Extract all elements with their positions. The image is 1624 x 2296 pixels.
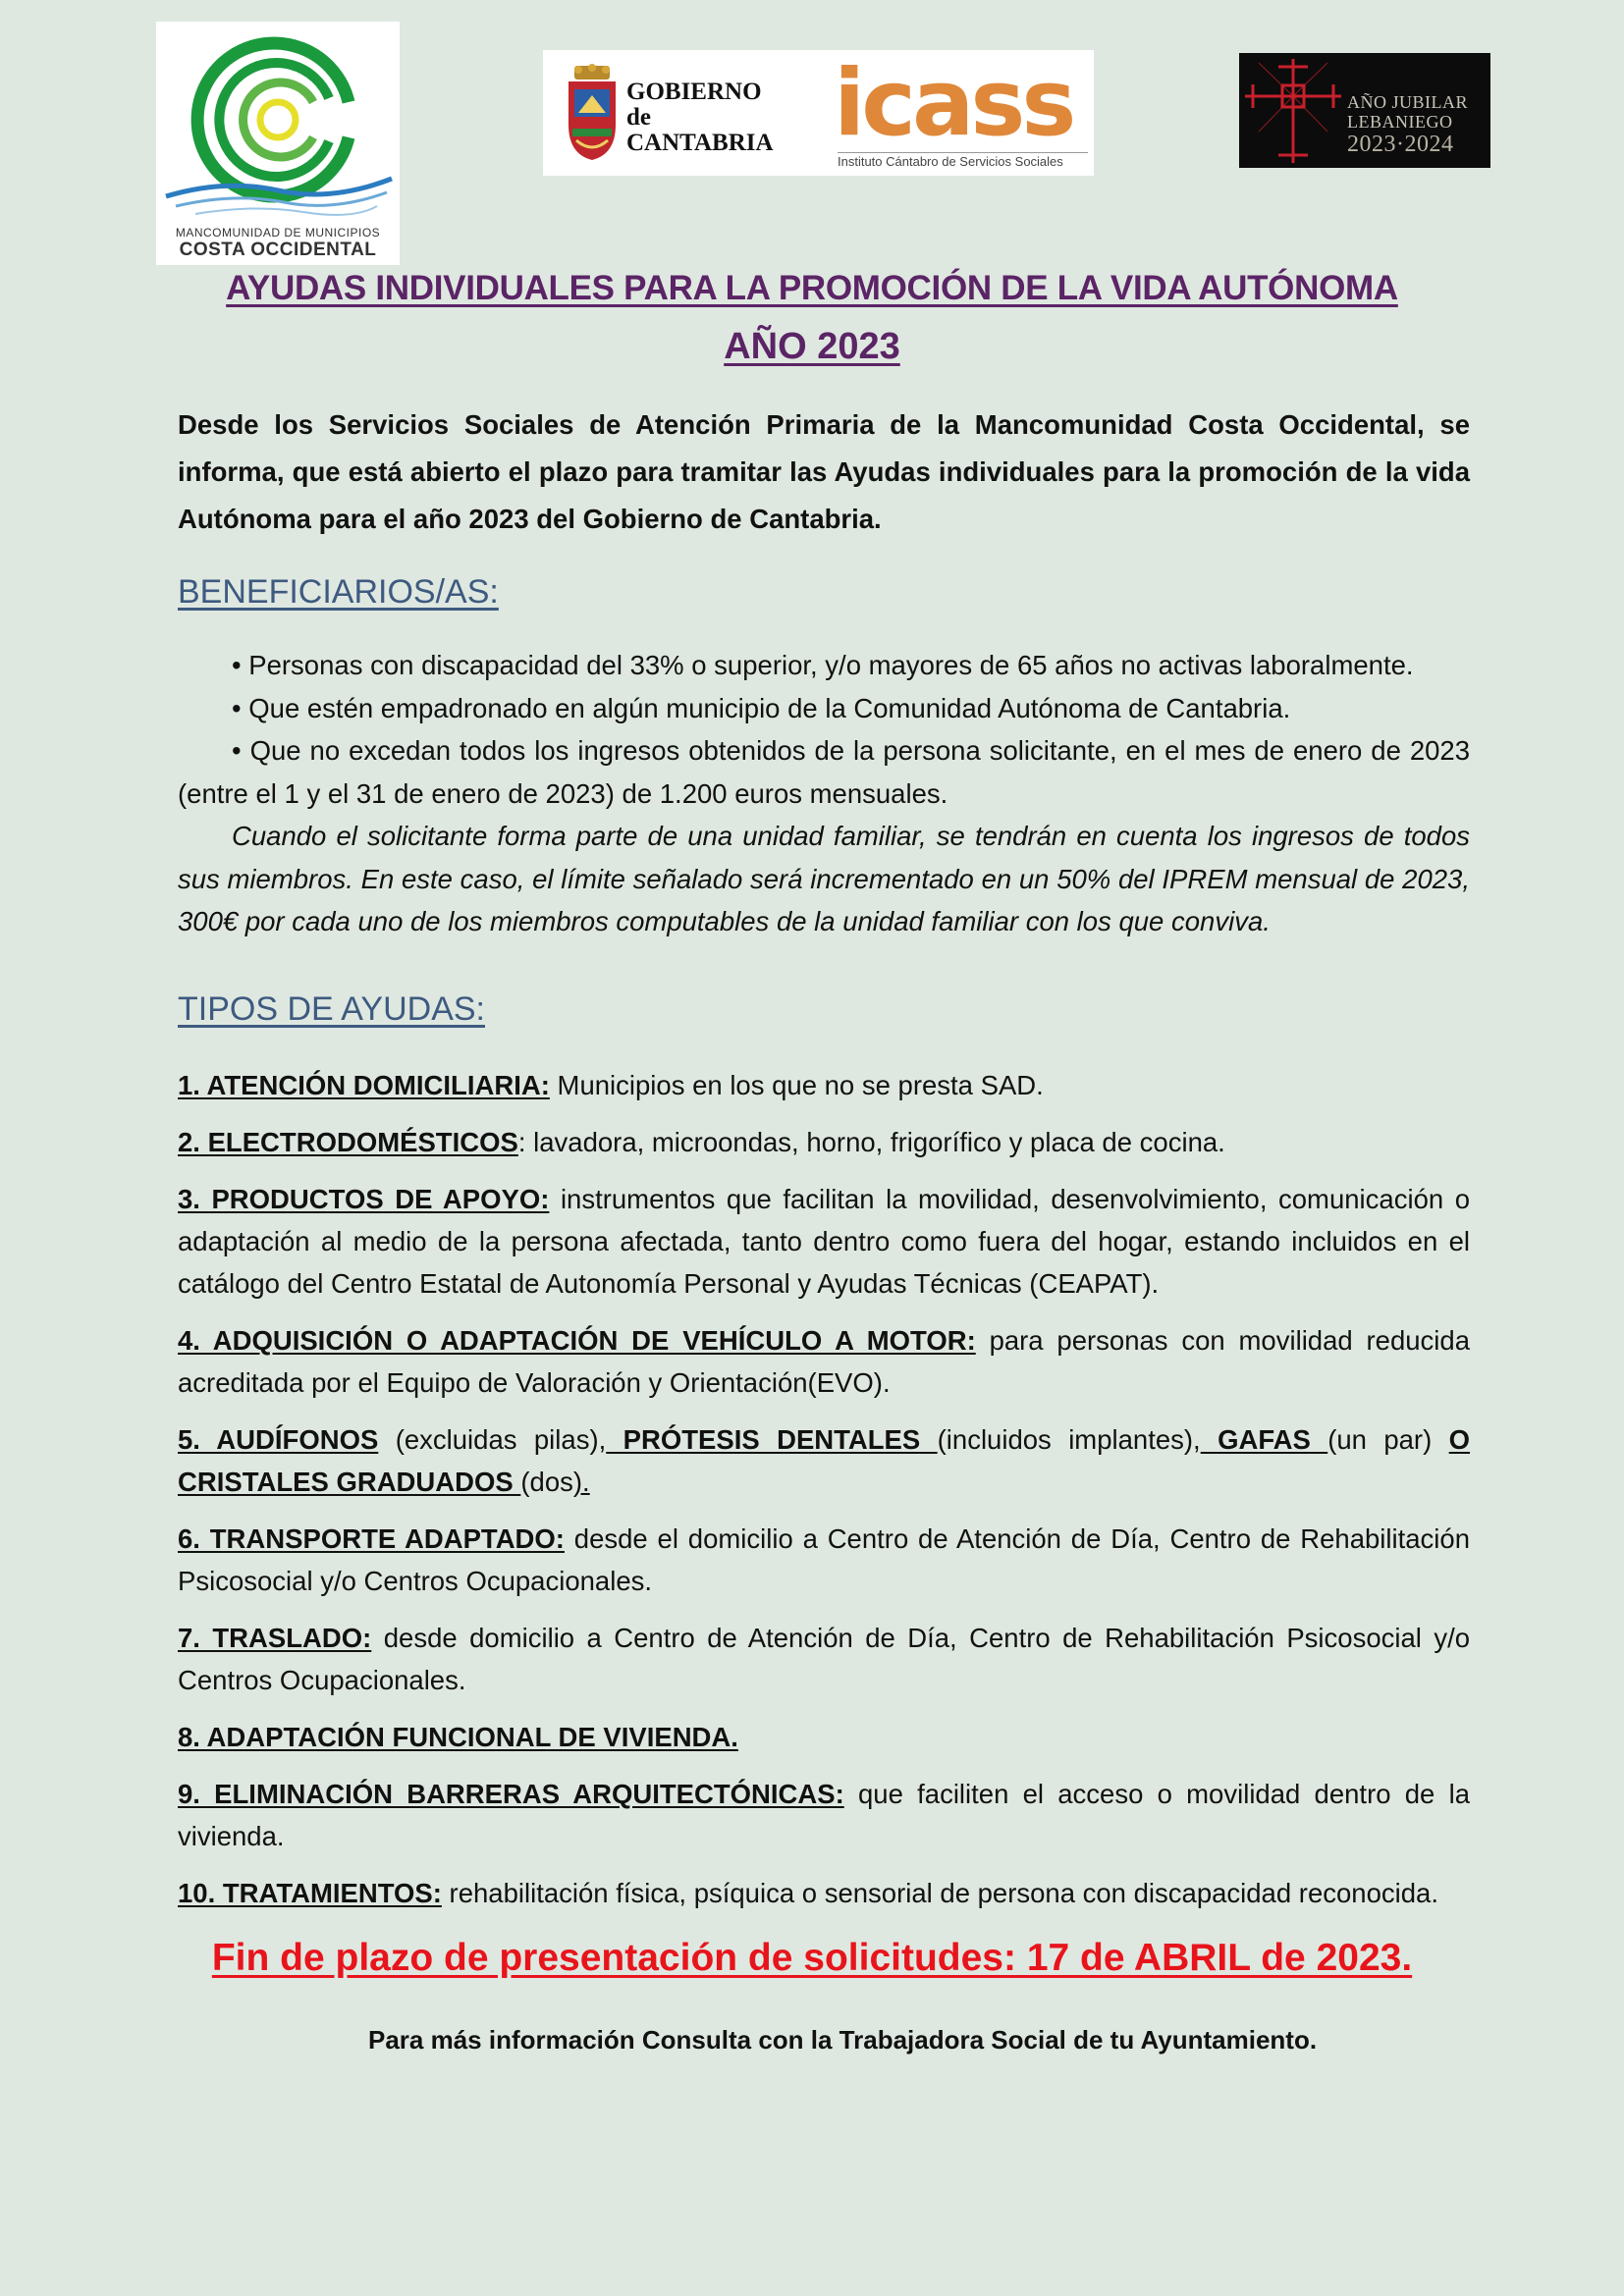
jubilar-line2: LEBANIEGO: [1347, 112, 1453, 132]
tipos-heading: TIPOS DE AYUDAS:: [178, 990, 486, 1028]
mancomunidad-emblem-icon: [156, 22, 400, 228]
tipo-label: 8. ADAPTACIÓN FUNCIONAL DE VIVIENDA.: [178, 1722, 738, 1752]
tipo-label: 1. ATENCIÓN DOMICILIARIA:: [178, 1070, 550, 1100]
beneficiarios-note: Cuando el solicitante forma parte de una unidad familiar, se tendrán en cuenta los ingresos de todos sus miembros. En este caso, el límite señalado será incrementado en un 50% del IPREM mensual de 2023, 300€ por cada uno de los miembros computables de la unidad familiar con los que conviva.: [178, 821, 1470, 936]
tipo-text: instrumentos que facilitan la movilidad, desenvolvimiento, comunicación o adaptación al medio de la persona afectada, tanto dentro como fuera del hogar, estando incluidos en el catálogo del Centro Estatal de Autonomía Personal y Ayudas Técnicas (CEAPAT).: [178, 1184, 1470, 1299]
cantabria-shield-icon: [565, 64, 620, 162]
tipo-item: [178, 1319, 1470, 1404]
tipo-item: [178, 1121, 1470, 1163]
tipo-label: GAFAS: [1200, 1424, 1328, 1455]
tipo-text: (excluidas pilas),: [378, 1424, 607, 1455]
tipo-item: [178, 1518, 1470, 1602]
beneficiario-bullet: • Que no excedan todos los ingresos obtenidos de la persona solicitante, en el mes de enero de 2023 (entre el 1 y el 31 de enero de 2023) de 1.200 euros mensuales.: [178, 735, 1470, 809]
ano-jubilar-logo: [1239, 53, 1490, 168]
tipo-item: [178, 1617, 1470, 1701]
tipo-label: O CRISTALES GRADUADOS: [178, 1424, 1471, 1497]
tipo-label: 7. TRASLADO:: [178, 1623, 372, 1653]
tipo-item: [178, 1773, 1470, 1857]
tipo-label: 10. TRATAMIENTOS:: [178, 1878, 442, 1908]
more-info-text: Para más información Consulta con la Trabajadora Social de tu Ayuntamiento.: [368, 2025, 1318, 2055]
tipo-item: [178, 1064, 1470, 1106]
deadline-notice: Fin de plazo de presentación de solicitudes: 17 de ABRIL de 2023.: [211, 1937, 1413, 1979]
document-title: AYUDAS INDIVIDUALES PARA LA PROMOCIÓN DE LA VIDA AUTÓNOMA: [226, 269, 1398, 307]
document-year: AÑO 2023: [724, 326, 900, 367]
icass-wordmark: icass: [834, 50, 1073, 157]
de-line: de: [626, 104, 651, 131]
tipo-text: desde domicilio a Centro de Atención de Día, Centro de Rehabilitación Psicosocial y/o Centros Ocupacionales.: [178, 1623, 1471, 1695]
tipo-label: 4. ADQUISICIÓN O ADAPTACIÓN DE VEHÍCULO A MOTOR:: [178, 1325, 976, 1356]
tipo-text: para personas con movilidad reducida acreditada por el Equipo de Valoración y Orientación(EVO).: [178, 1325, 1470, 1398]
tipo-text: ).: [572, 1467, 590, 1497]
tipo-label: PRÓTESIS DENTALES: [606, 1424, 938, 1455]
tipo-label: 5. AUDÍFONOS: [178, 1424, 379, 1455]
gobierno-icass-logo: [543, 50, 1094, 176]
mancomunidad-name: COSTA OCCIDENTAL: [179, 240, 377, 260]
tipo-text: (dos: [520, 1467, 573, 1497]
tipo-label: 2. ELECTRODOMÉSTICOS: [178, 1127, 518, 1157]
mancomunidad-caption: MANCOMUNIDAD DE MUNICIPIOS: [175, 226, 381, 240]
tipo-text: que faciliten el acceso o movilidad dentro de la vivienda.: [178, 1779, 1470, 1851]
tipo-item: [178, 1178, 1470, 1305]
tipo-text: (incluidos implantes),: [937, 1424, 1201, 1455]
gobierno-line: GOBIERNO: [626, 79, 762, 105]
beneficiario-bullet: • Personas con discapacidad del 33% o superior, y/o mayores de 65 años no activas laboralmente.: [232, 650, 1414, 680]
beneficiarios-list: [178, 644, 1470, 943]
tipo-label: 9. ELIMINACIÓN BARRERAS ARQUITECTÓNICAS:: [178, 1779, 844, 1809]
icass-subtitle: Instituto Cántabro de Servicios Sociales: [838, 152, 1088, 169]
jubilar-line1: AÑO JUBILAR: [1347, 92, 1469, 112]
gobierno-cantabria-text: [626, 79, 774, 156]
tipo-label: 3. PRODUCTOS DE APOYO:: [178, 1184, 550, 1214]
beneficiarios-heading: BENEFICIARIOS/AS:: [178, 573, 499, 611]
intro-paragraph: Desde los Servicios Sociales de Atención Primaria de la Mancomunidad Costa Occidental, se informa, que está abierto el plazo para tramitar las Ayudas individuales para la promoción de la vida Autónoma para el año 2023 del Gobierno de Cantabria.: [178, 409, 1470, 534]
tipo-text: (un par): [1327, 1424, 1449, 1455]
jubilar-years: 2023·2024: [1347, 132, 1454, 157]
tipo-label: 6. TRANSPORTE ADAPTADO:: [178, 1523, 565, 1554]
tipo-item: [178, 1716, 1470, 1758]
tipo-text: : lavadora, microondas, horno, frigorífico y placa de cocina.: [517, 1127, 1225, 1157]
tipo-item-5: [178, 1418, 1470, 1503]
beneficiario-bullet: • Que estén empadronado en algún municipio de la Comunidad Autónoma de Cantabria.: [232, 692, 1291, 723]
tipo-item: [178, 1872, 1470, 1914]
jubilar-text: [1347, 92, 1490, 157]
cantabria-line: CANTABRIA: [626, 130, 774, 156]
lebaniego-cross-icon: [1239, 53, 1347, 168]
tipo-text: desde el domicilio a Centro de Atención de Día, Centro de Rehabilitación Psicosocial y/o Centros Ocupacionales.: [178, 1523, 1470, 1596]
tipo-text: rehabilitación física, psíquica o sensorial de persona con discapacidad reconocida.: [441, 1878, 1438, 1908]
tipos-list: [178, 1064, 1470, 1929]
tipo-text: Municipios en los que no se presta SAD.: [549, 1070, 1044, 1100]
mancomunidad-logo: [156, 22, 400, 265]
